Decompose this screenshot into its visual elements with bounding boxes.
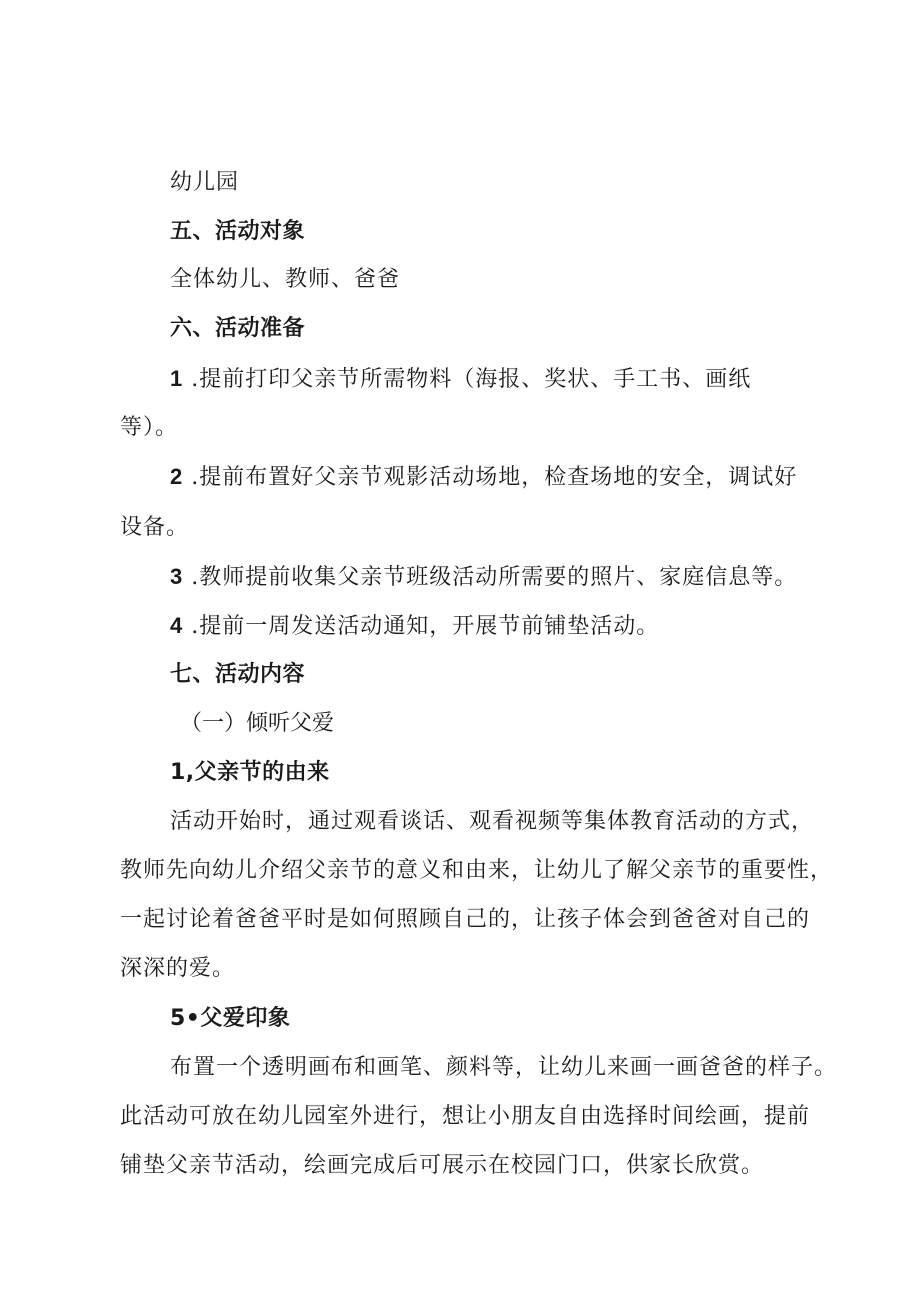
participants-text: 全体幼儿、教师、爸爸	[170, 267, 401, 292]
origin-para-line-1: 活动开始时，通过观看谈话、观看视频等集体教育活动的方式，	[170, 809, 815, 834]
part-heading-listen: （一）倾听父爱	[180, 711, 335, 736]
prep-item-1-text: .提前打印父亲节所需物料（海报、奖状、手工书、画纸	[191, 367, 752, 392]
prep-item-3	[170, 566, 797, 589]
prep-item-2-text: .提前布置好父亲节观影活动场地，检查场地的安全，调试好	[191, 465, 798, 490]
origin-para-line-4: 深深的爱。	[120, 956, 236, 981]
venue-value: 幼儿园	[170, 170, 240, 195]
section-heading-preparation: 六、活动准备	[170, 316, 306, 341]
sub-heading-impression: 5•父爱印象	[170, 1006, 291, 1031]
prep-item-3-number: 3	[170, 564, 184, 589]
prep-item-1-number: 1	[170, 366, 184, 391]
origin-para-line-3: 一起讨论着爸爸平时是如何照顾自己的，让孩子体会到爸爸对自己的	[120, 907, 811, 932]
prep-item-3-text: .教师提前收集父亲节班级活动所需要的照片、家庭信息等。	[191, 565, 798, 590]
sub-heading-origin: 1,父亲节的由来	[170, 760, 330, 785]
origin-para-line-2: 教师先向幼儿介绍父亲节的意义和由来，让幼儿了解父亲节的重要性，	[120, 858, 834, 883]
impression-para-line-3: 铺垫父亲节活动，绘画完成后可展示在校园门口，供家长欣赏。	[120, 1153, 765, 1178]
prep-item-1-continuation: 等）。	[120, 415, 179, 440]
impression-para-line-1: 布置一个透明画布和画笔、颜料等，让幼儿来画一画爸爸的样子。	[170, 1055, 838, 1080]
prep-item-2	[170, 466, 797, 489]
prep-item-1	[170, 368, 751, 391]
prep-item-2-number: 2	[170, 464, 184, 489]
prep-item-4-text: .提前一周发送活动通知，开展节前铺垫活动。	[191, 614, 660, 639]
prep-item-2-continuation: 设备。	[120, 515, 190, 540]
section-heading-participants: 五、活动对象	[170, 219, 306, 244]
prep-item-4	[170, 615, 659, 638]
section-heading-content: 七、活动内容	[170, 662, 306, 687]
prep-item-4-number: 4	[170, 613, 184, 638]
impression-para-line-2: 此活动可放在幼儿园室外进行，想让小朋友自由选择时间绘画，提前	[120, 1104, 811, 1129]
